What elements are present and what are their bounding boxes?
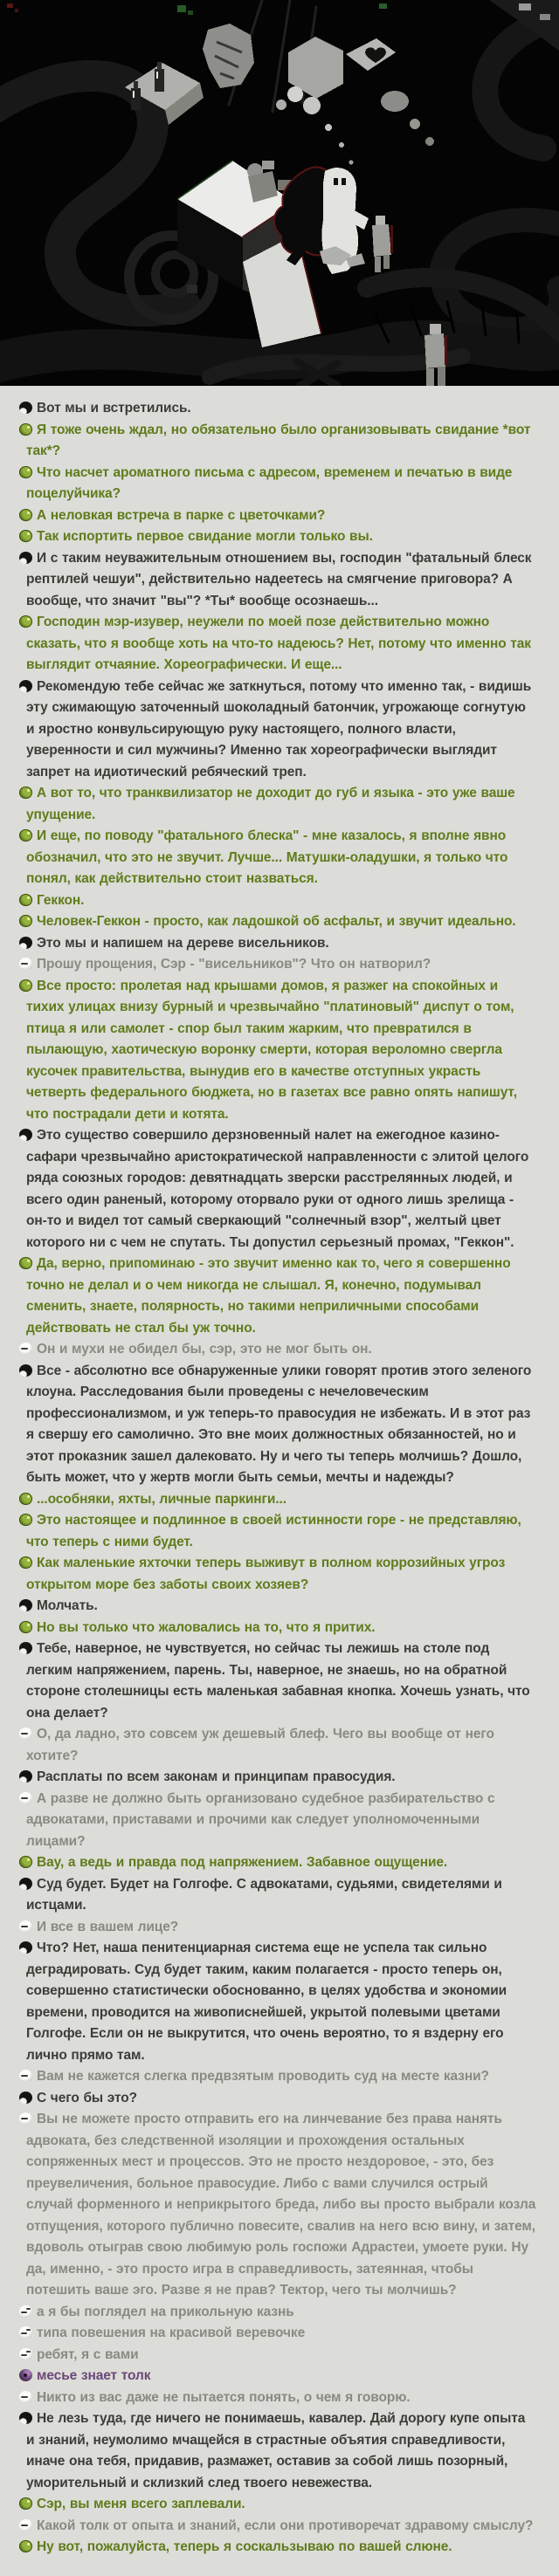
game-viewport[interactable] <box>0 0 559 386</box>
message-text: А разве не должно быть организовано судебное разбирательство с адвокатами, приставами и прочими как следует уполномоченными лицами? <box>26 1790 495 1849</box>
chat-message <box>19 548 536 613</box>
chat-message <box>19 2366 536 2387</box>
message-text: Все просто: пролетая над крышами домов, я разжег на спокойных и тихих улицах внизу бурный и чрезвычайно "платиновый" диспут о том, птица я или самолет - спор был таким жарким, что превратился в пылающую, хаотическую воронку смерти, которая вероломно свергла кусочек правительства, вынудив его в качестве отступных украсть четверть федерального бюджета, но в газетах все равно опять напишут, что пострадали дети и котята. <box>26 978 517 1122</box>
dark-orb-icon <box>19 1364 32 1377</box>
message-text: Вам не кажется слегка предвзятым проводить суд на месте казни? <box>37 2069 489 2084</box>
message-text: Ну вот, пожалуйста, теперь я соскальзываю по вашей слюне. <box>37 2539 452 2554</box>
chat-message <box>19 1789 536 1853</box>
green-orb-icon <box>19 466 32 478</box>
white2-orb-icon <box>19 2305 32 2318</box>
message-text: И с таким неуважительным отношением вы, господин "фатальный блеск рептилей чешуи", действительно надеетесь на смягчение приговора? А вообще, что значит "вы"? *Ты* вообще осознаешь... <box>26 550 532 608</box>
message-text: типа повешения на красивой веревочке <box>37 2325 306 2340</box>
white2-orb-icon <box>19 2348 32 2360</box>
green-orb-icon <box>19 509 32 521</box>
message-text: Вот мы и встретились. <box>37 401 191 416</box>
message-text: Вау, а ведь и правда под напряжением. Забавное ощущение. <box>37 1855 448 1870</box>
message-text: Что насчет ароматного письма с адресом, временем и печатью в виде поцелуйчика? <box>26 464 513 501</box>
chat-message <box>19 2088 536 2110</box>
message-text: Все - абсолютно все обнаруженные улики говорят против этого зеленого клоуна. Расследования были проведены с нечеловеческим профессионализмом, и уж теперь-то правосудия не избежать. И в этот раз я свершу его самолично. Это вне моих должностных обязанностей, но и этот проказник зашел далековато. Ну и чего ты теперь молчишь? Дошло, быть может, что у жертв могли быть семьи, мечты и надежды? <box>26 1363 532 1485</box>
chat-message <box>19 2066 536 2088</box>
dark-orb-icon <box>19 2092 32 2104</box>
message-text: А вот то, что транквилизатор не доходит до губ и языка - это уже ваше упущение. <box>26 786 515 822</box>
chat-message <box>19 463 536 505</box>
chat-message <box>19 1125 536 1254</box>
chat-message <box>19 1339 536 1361</box>
chat-message <box>19 612 536 677</box>
message-text: Геккон. <box>37 892 85 908</box>
message-text: Молчать. <box>37 1598 98 1613</box>
chat-message <box>19 2537 536 2559</box>
green-orb-icon <box>19 915 32 927</box>
dark-orb-icon <box>19 1770 32 1783</box>
message-text: а я бы поглядел на прикольную казнь <box>37 2304 294 2319</box>
message-text: Расплаты по всем законам и принципам правосудия. <box>37 1769 396 1784</box>
green-orb-icon <box>19 787 32 799</box>
message-text: А неловкая встреча в парке с цветочками? <box>37 507 326 523</box>
chat-message <box>19 1852 536 1874</box>
message-text: Прошу прощения, Сэр - "висельников"? Что он натворил? <box>37 957 431 972</box>
dark-orb-icon <box>19 1642 32 1654</box>
message-text: Так испортить первое свидание могли только вы. <box>37 529 373 544</box>
dark-orb-icon <box>19 1129 32 1141</box>
white-orb-icon <box>19 1792 32 1804</box>
chat-message <box>19 2109 536 2302</box>
chat-message <box>19 1553 536 1596</box>
chat-message <box>19 2323 536 2345</box>
green-orb-icon <box>19 829 32 841</box>
chat-message <box>19 677 536 784</box>
chat-message <box>19 1361 536 1489</box>
chat-message <box>19 1489 536 1511</box>
message-text: Какой толк от опыта и знаний, если они противоречат здравому смыслу? <box>37 2518 534 2533</box>
chat-message <box>19 420 536 463</box>
green-orb-icon <box>19 1493 32 1505</box>
message-text: Тебе, наверное, не чувствуется, но сейчас ты лежишь на столе под легким напряжением, парень. Ты, наверное, не знаешь, но на обратной стороне столешницы есть маленькая забавная кнопка. Хочешь узнать, что она делает? <box>26 1641 530 1721</box>
message-text: Сэр, вы меня всего заплевали. <box>37 2497 245 2511</box>
chat-message <box>19 1767 536 1789</box>
dark-orb-icon <box>19 1941 32 1954</box>
chat-message <box>19 2516 536 2538</box>
message-text: Никто из вас даже не пытается понять, о чем я говорю. <box>37 2389 411 2405</box>
white-orb-icon <box>19 958 32 970</box>
chat-log[interactable] <box>0 386 559 2576</box>
message-text: Человек-Геккон - просто, как ладошкой об асфальт, и звучит идеально. <box>37 914 516 929</box>
message-text: Как маленькие яхточки теперь выживут в полном коррозийных угроз открытом море без заботы своих хозяев? <box>26 1556 506 1592</box>
white-orb-icon <box>19 2391 32 2403</box>
green-orb-icon <box>19 1556 32 1569</box>
message-text: И еще, по поводу "фатального блеска" - мне казалось, я вполне явно обозначил, что это не звучит. Лучше... Матушки-оладушки, я только что понял, как действительно стоит назваться. <box>26 828 508 886</box>
message-text: Это настоящее и подлинное в своей истинности горе - не представляю, что теперь с ними будет. <box>26 1513 521 1549</box>
message-text: Да, верно, припоминаю - это звучит именно как то, чего я совершенно точно не делал и о чем никогда не слышал. Я, конечно, подумывал сменить, знаете, полярность, но такими неприличными способами действовать не стал бы уж точно. <box>26 1256 511 1336</box>
chat-message <box>19 1917 536 1939</box>
message-text: Он и мухи не обидел бы, сэр, это не мог быть он. <box>37 1342 372 1357</box>
message-text: Я тоже очень ждал, но обязательно было организовывать свидание *вот так*? <box>26 422 531 458</box>
dark-orb-icon <box>19 1599 32 1611</box>
chat-message <box>19 954 536 976</box>
green-orb-icon <box>19 1621 32 1633</box>
purple-orb-icon <box>19 2369 32 2381</box>
dark-orb-icon <box>19 680 32 692</box>
dark-orb-icon <box>19 937 32 949</box>
chat-message <box>19 1874 536 1917</box>
green-orb-icon <box>19 615 32 628</box>
message-text: Это существо совершило дерзновенный налет на ежегодное казино-сафари чрезвычайно аристократической направленности с элитой целого ряда союзных городов: девятнадцать зверски расстрелянных людей, и всего один раненый, которому оторвало руки от одного лишь зрелища - он-то и видел тот самый сверкающий "солнечный взор", желтый цвет которого ни с чем не спутать. Ты допустил серьезный промах, "Геккон". <box>26 1128 529 1250</box>
chat-message <box>19 1510 536 1553</box>
message-text: Суд будет. Будет на Голгофе. С адвокатами, судьями, свидетелями и истцами. <box>26 1876 502 1913</box>
message-text: С чего бы это? <box>37 2090 138 2105</box>
white-orb-icon <box>19 2519 32 2531</box>
message-text: О, да ладно, это совсем уж дешевый блеф. Чего вы вообще от него хотите? <box>26 1727 494 1763</box>
chat-message <box>19 1254 536 1339</box>
dark-orb-icon <box>19 552 32 564</box>
green-orb-icon <box>19 2540 32 2552</box>
dark-orb-icon <box>19 1878 32 1890</box>
green-orb-icon <box>19 894 32 906</box>
message-text: Что? Нет, наша пенитенциарная система еще не успела так сильно деградировать. Суд будет таким, каким полагается - просто теперь он, совершенно статистически обоснованно, в целях удобства и экономии времени, проводится на живописнейшей, укрытой полевыми цветами Голгофе. Если он не выкрутится, что очень вероятно, то я вздерну его лично прямо там. <box>26 1941 507 2063</box>
chat-message <box>19 1596 536 1618</box>
chat-message <box>19 826 536 890</box>
chat-message <box>19 505 536 527</box>
chat-message <box>19 783 536 826</box>
green-orb-icon <box>19 1257 32 1269</box>
green-orb-icon <box>19 1856 32 1868</box>
white-orb-icon <box>19 1343 32 1355</box>
message-text: Не лезь туда, где ничего не понимаешь, кавалер. Дай дорогу купе опыта и знаний, неумолимо мчащейся в страстные объятия справедливости, иначе она тебя, придавив, размажет, оставив за собой лишь позорный, уморительный и склизкий след твоего невежества. <box>26 2411 526 2490</box>
chat-message <box>19 1938 536 2066</box>
game-scene-pixel-art <box>0 0 559 386</box>
chat-message <box>19 2302 536 2324</box>
green-orb-icon <box>19 2497 32 2510</box>
white-orb-icon <box>19 1728 32 1740</box>
chat-message <box>19 1724 536 1767</box>
green-orb-icon <box>19 423 32 436</box>
chat-message <box>19 2494 536 2516</box>
message-text: Но вы только что жаловались на то, что я притих. <box>37 1619 376 1635</box>
chat-message <box>19 890 536 912</box>
chat-message <box>19 398 536 420</box>
green-orb-icon <box>19 979 32 992</box>
dark-orb-icon <box>19 402 32 414</box>
message-text: И все в вашем лице? <box>37 1919 179 1934</box>
message-text: Рекомендую тебе сейчас же заткнуться, потому что именно так, - видишь эту сжимающую заточенный шоколадный батончик, угрожающе согнутую и яростно конвульсирующую руку настоящего, полного власти, уверенности и сил мужчины? Именно так хореографически выглядит запрет на идиотический ребяческий треп. <box>26 678 532 780</box>
green-orb-icon <box>19 530 32 542</box>
chat-message <box>19 1638 536 1724</box>
white-orb-icon <box>19 2112 32 2125</box>
chat-message <box>19 911 536 933</box>
message-text: Это мы и напишем на дереве висельников. <box>37 935 329 951</box>
chat-message <box>19 2387 536 2409</box>
chat-message <box>19 2408 536 2494</box>
dark-orb-icon <box>19 2412 32 2424</box>
white-orb-icon <box>19 1920 32 1933</box>
white-orb-icon <box>19 2070 32 2082</box>
chat-message <box>19 1618 536 1639</box>
chat-message <box>19 526 536 548</box>
message-text: ...особняки, яхты, личные паркинги... <box>37 1491 286 1507</box>
message-text: месье знает толк <box>37 2368 151 2383</box>
chat-message <box>19 933 536 955</box>
message-text: Вы не можете просто отправить его на линчевание без права нанять адвоката, без следственной изоляции и прохождения остальных сопряженных мест и процессов. Это не просто нездоровое, - это, без преувеличения, больное правосудие. Либо с вами случился острый случай форменного и неприкрытого бреда, либо вы просто выбрали козла отпущения, которого публично повесите, свалив на него всю вину, и затем, вдоволь отыграв свою любимую роль госпожи Адрастеи, умоете руки. Ну да, именно, - это просто игра в справедливость, затеянная, чтобы потешить ваше эго. Разве я не прав? Тектор, чего ты молчишь? <box>26 2112 536 2298</box>
chat-message <box>19 976 536 1126</box>
chat-message <box>19 2345 536 2366</box>
message-text: Господин мэр-изувер, неужели по моей позе действительно можно сказать, что я вообще хоть на что-то надеюсь? Нет, потому что именно так выглядит отчаяние. Хореографически. И еще... <box>26 615 531 672</box>
green-orb-icon <box>19 1514 32 1526</box>
message-text: ребят, я с вами <box>37 2346 139 2362</box>
white2-orb-icon <box>19 2326 32 2339</box>
